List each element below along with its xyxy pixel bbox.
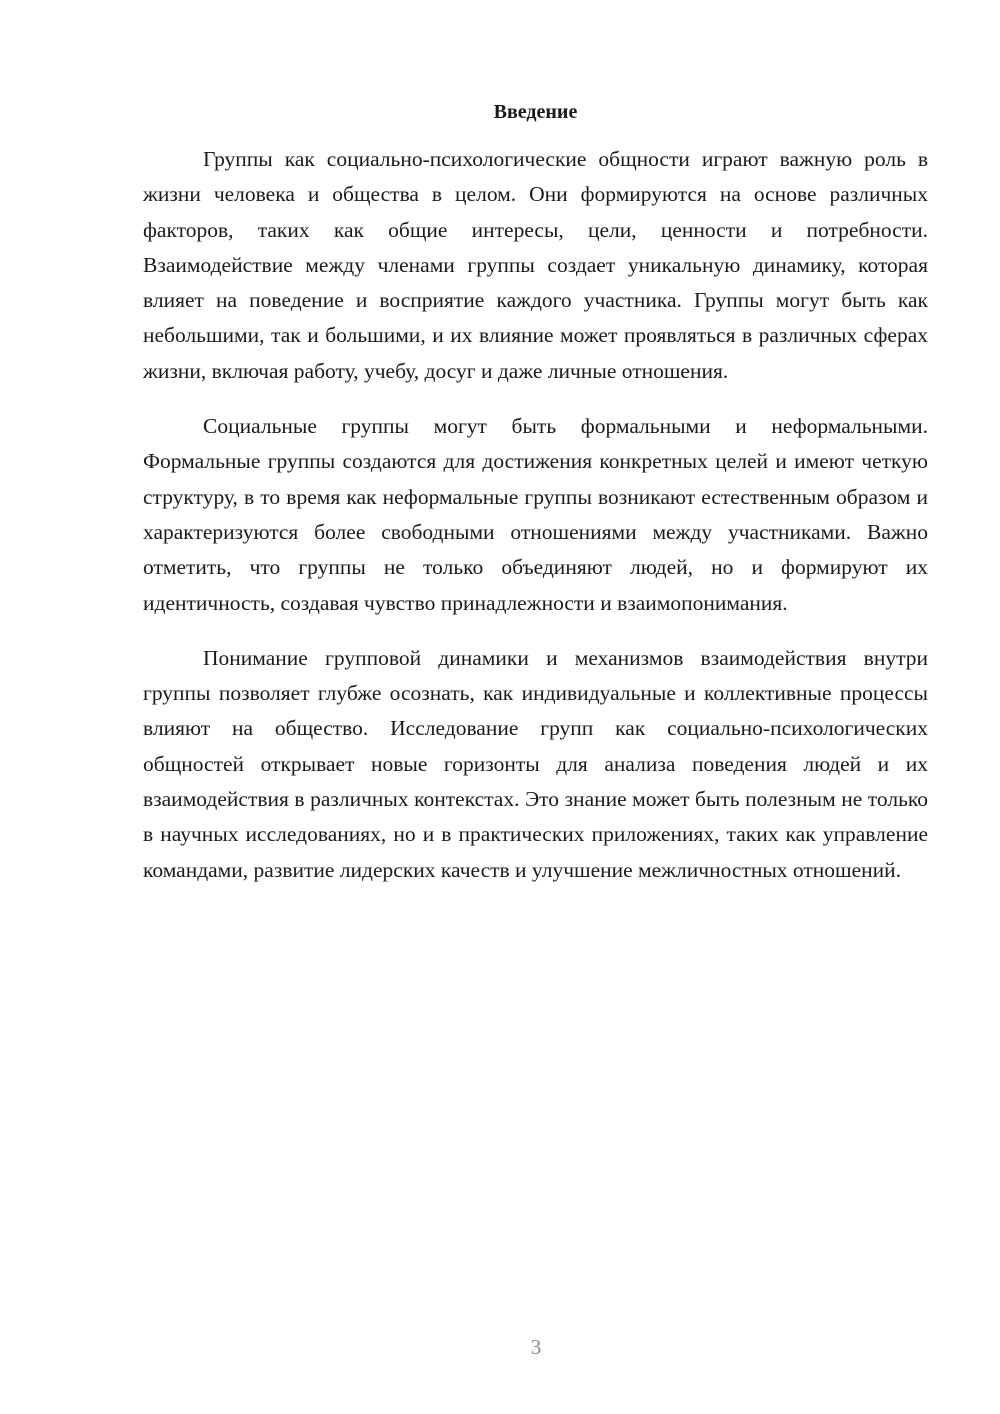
paragraph-1: Группы как социально-психологические общности играют важную роль в жизни человека и общества в целом. Они формируются на основе различных факторов, таких как общие интересы, цели, ценности и потребности. Взаимодействие между членами группы создает уникальную динамику, которая влияет на поведение и восприятие каждого участника. Группы могут быть как небольшими, так и большими, и их влияние может проявляться в различных сферах жизни, включая работу, учебу, досуг и даже личные отношения.: [143, 147, 928, 383]
paragraph-2: Социальные группы могут быть формальными и неформальными. Формальные группы создаются для достижения конкретных целей и имеют четкую структуру, в то время как неформальные группы возникают естественным образом и характеризуются более свободными отношениями между участниками. Важно отметить, что группы не только объединяют людей, но и формируют их идентичность, создавая чувство принадлежности и взаимопонимания.: [143, 414, 928, 615]
page-number: 3: [530, 1335, 542, 1359]
paragraph-3: Понимание групповой динамики и механизмов взаимодействия внутри группы позволяет глубже осознать, как индивидуальные и коллективные процессы влияют на общество. Исследование групп как социально-психологических общностей открывает новые горизонты для анализа поведения людей и их взаимодействия в различных контекстах. Это знание может быть полезным не только в научных исследованиях, но и в практических приложениях, таких как управление командами, развитие лидерских качеств и улучшение межличностных отношений.: [143, 645, 928, 882]
body-text: [143, 142, 928, 908]
section-heading: Введение: [493, 101, 578, 123]
